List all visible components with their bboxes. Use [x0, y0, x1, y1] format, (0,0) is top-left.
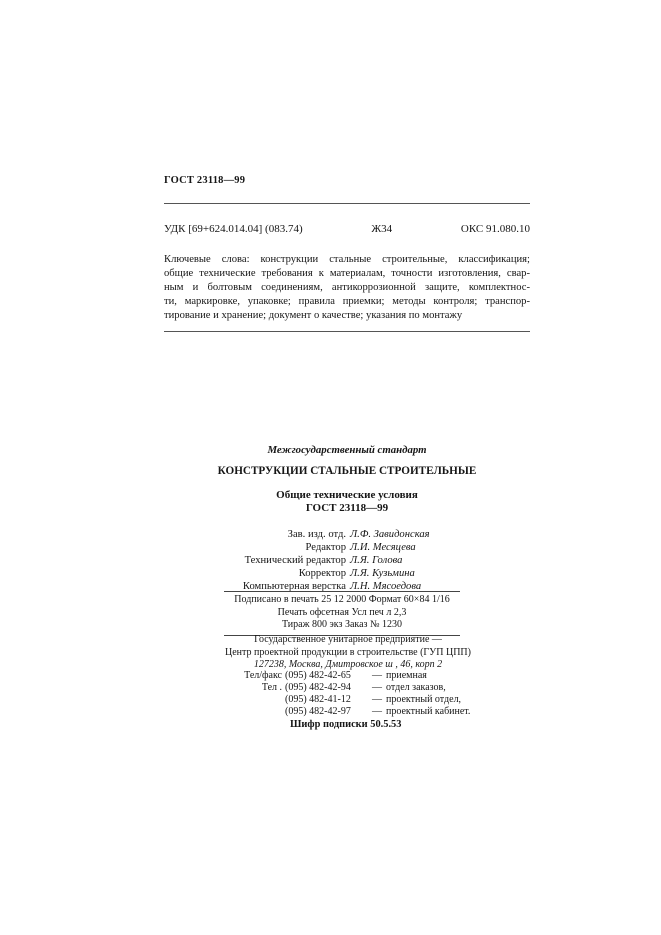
print-info-line: Печать офсетная Усл печ л 2,3: [277, 606, 407, 618]
standard-type: Межгосударственный стандарт: [267, 444, 427, 456]
group-code: Ж34: [371, 223, 393, 235]
subscription-cipher: Шифр подписки 50.5.53: [290, 719, 402, 730]
credits-block: [200, 528, 470, 593]
classification-row: [164, 223, 530, 235]
credit-row: [200, 528, 470, 541]
credit-role: Корректор: [298, 568, 346, 579]
phone-row: [230, 694, 470, 706]
subtitle-line: Общие технические условия: [276, 489, 418, 501]
credit-row: [200, 567, 470, 580]
phone-label: Тел/факс: [244, 670, 282, 681]
phone-dash: —: [372, 670, 382, 681]
phone-row: [230, 670, 470, 682]
phone-dash: —: [372, 682, 382, 693]
publisher-name: Центр проектной продукции в строительстве (ГУП ЦПП): [225, 646, 471, 658]
standard-subtitle: [164, 489, 530, 515]
phone-description: приемная: [386, 670, 427, 681]
phone-label: [230, 694, 285, 706]
publisher-line: Государственное унитарное предприятие —: [254, 634, 442, 645]
standard-title: КОНСТРУКЦИИ СТАЛЬНЫЕ СТРОИТЕЛЬНЫЕ: [217, 465, 477, 477]
credit-role: Компьютерная верстка: [242, 581, 346, 592]
credit-role: Редактор: [305, 542, 346, 553]
credit-row: [200, 554, 470, 567]
phone-description: проектный отдел,: [386, 694, 462, 705]
phone-row: [230, 682, 470, 694]
top-divider: [164, 203, 530, 204]
phone-number: (095) 482-42-94: [285, 682, 351, 693]
udk-code: УДК [69+624.014.04] (083.74): [164, 223, 303, 235]
credit-role: Зав. изд. отд.: [287, 529, 346, 540]
keywords-line: ти, маркировке, упаковке; правила приемки; методы контроля; транспор-: [164, 296, 530, 307]
keywords-line: общие технические требования к материалам, точности изготовления, свар-: [164, 268, 530, 279]
phone-description: отдел заказов,: [386, 682, 446, 693]
keywords-paragraph: [164, 253, 530, 323]
phones-list: [230, 670, 470, 718]
print-info-box: [224, 591, 460, 636]
credit-role: Технический редактор: [244, 555, 346, 566]
keywords-line: тирование и хранение; документ о качестве; указания по монтажу: [164, 310, 463, 321]
print-info-line: Подписано в печать 25 12 2000 Формат 60×84 1/16: [234, 594, 450, 605]
credit-name: Л.Ф. Завидонская: [350, 529, 430, 540]
phone-label: Тел .: [261, 682, 282, 693]
phone-number: (095) 482-42-97: [285, 706, 351, 717]
phone-row: [230, 706, 470, 718]
keywords-line: Ключевые слова: конструкции стальные строительные, классификация;: [164, 254, 530, 265]
credit-name: Л.Я. Голова: [350, 555, 403, 566]
publisher-address: 127238, Москва, Дмитровское ш , 46, корп 2: [253, 659, 443, 670]
bottom-divider: [164, 331, 530, 332]
phone-dash: —: [372, 694, 382, 705]
phone-description: проектный кабинет.: [386, 706, 471, 717]
publisher-block: [200, 634, 496, 672]
subtitle-code: ГОСТ 23118—99: [305, 502, 389, 514]
phone-number: (095) 482-42-65: [285, 670, 351, 681]
phone-number: (095) 482-41-12: [285, 694, 351, 705]
oks-code: ОКС 91.080.10: [460, 223, 530, 235]
keywords-line: ным и болтовым соединениям, антикоррозионной защите, комплектнос-: [164, 282, 530, 293]
credit-row: [200, 541, 470, 554]
phone-label: [230, 706, 285, 718]
credit-name: Л.И. Месяцева: [350, 542, 416, 553]
print-info-line: Тираж 800 экз Заказ № 1230: [281, 619, 403, 630]
credit-name: Л.Н. Мясоедова: [350, 581, 422, 592]
header-standard-code: ГОСТ 23118—99: [164, 175, 246, 186]
phone-dash: —: [372, 706, 382, 717]
credit-name: Л.Я. Кузьмина: [350, 568, 415, 579]
